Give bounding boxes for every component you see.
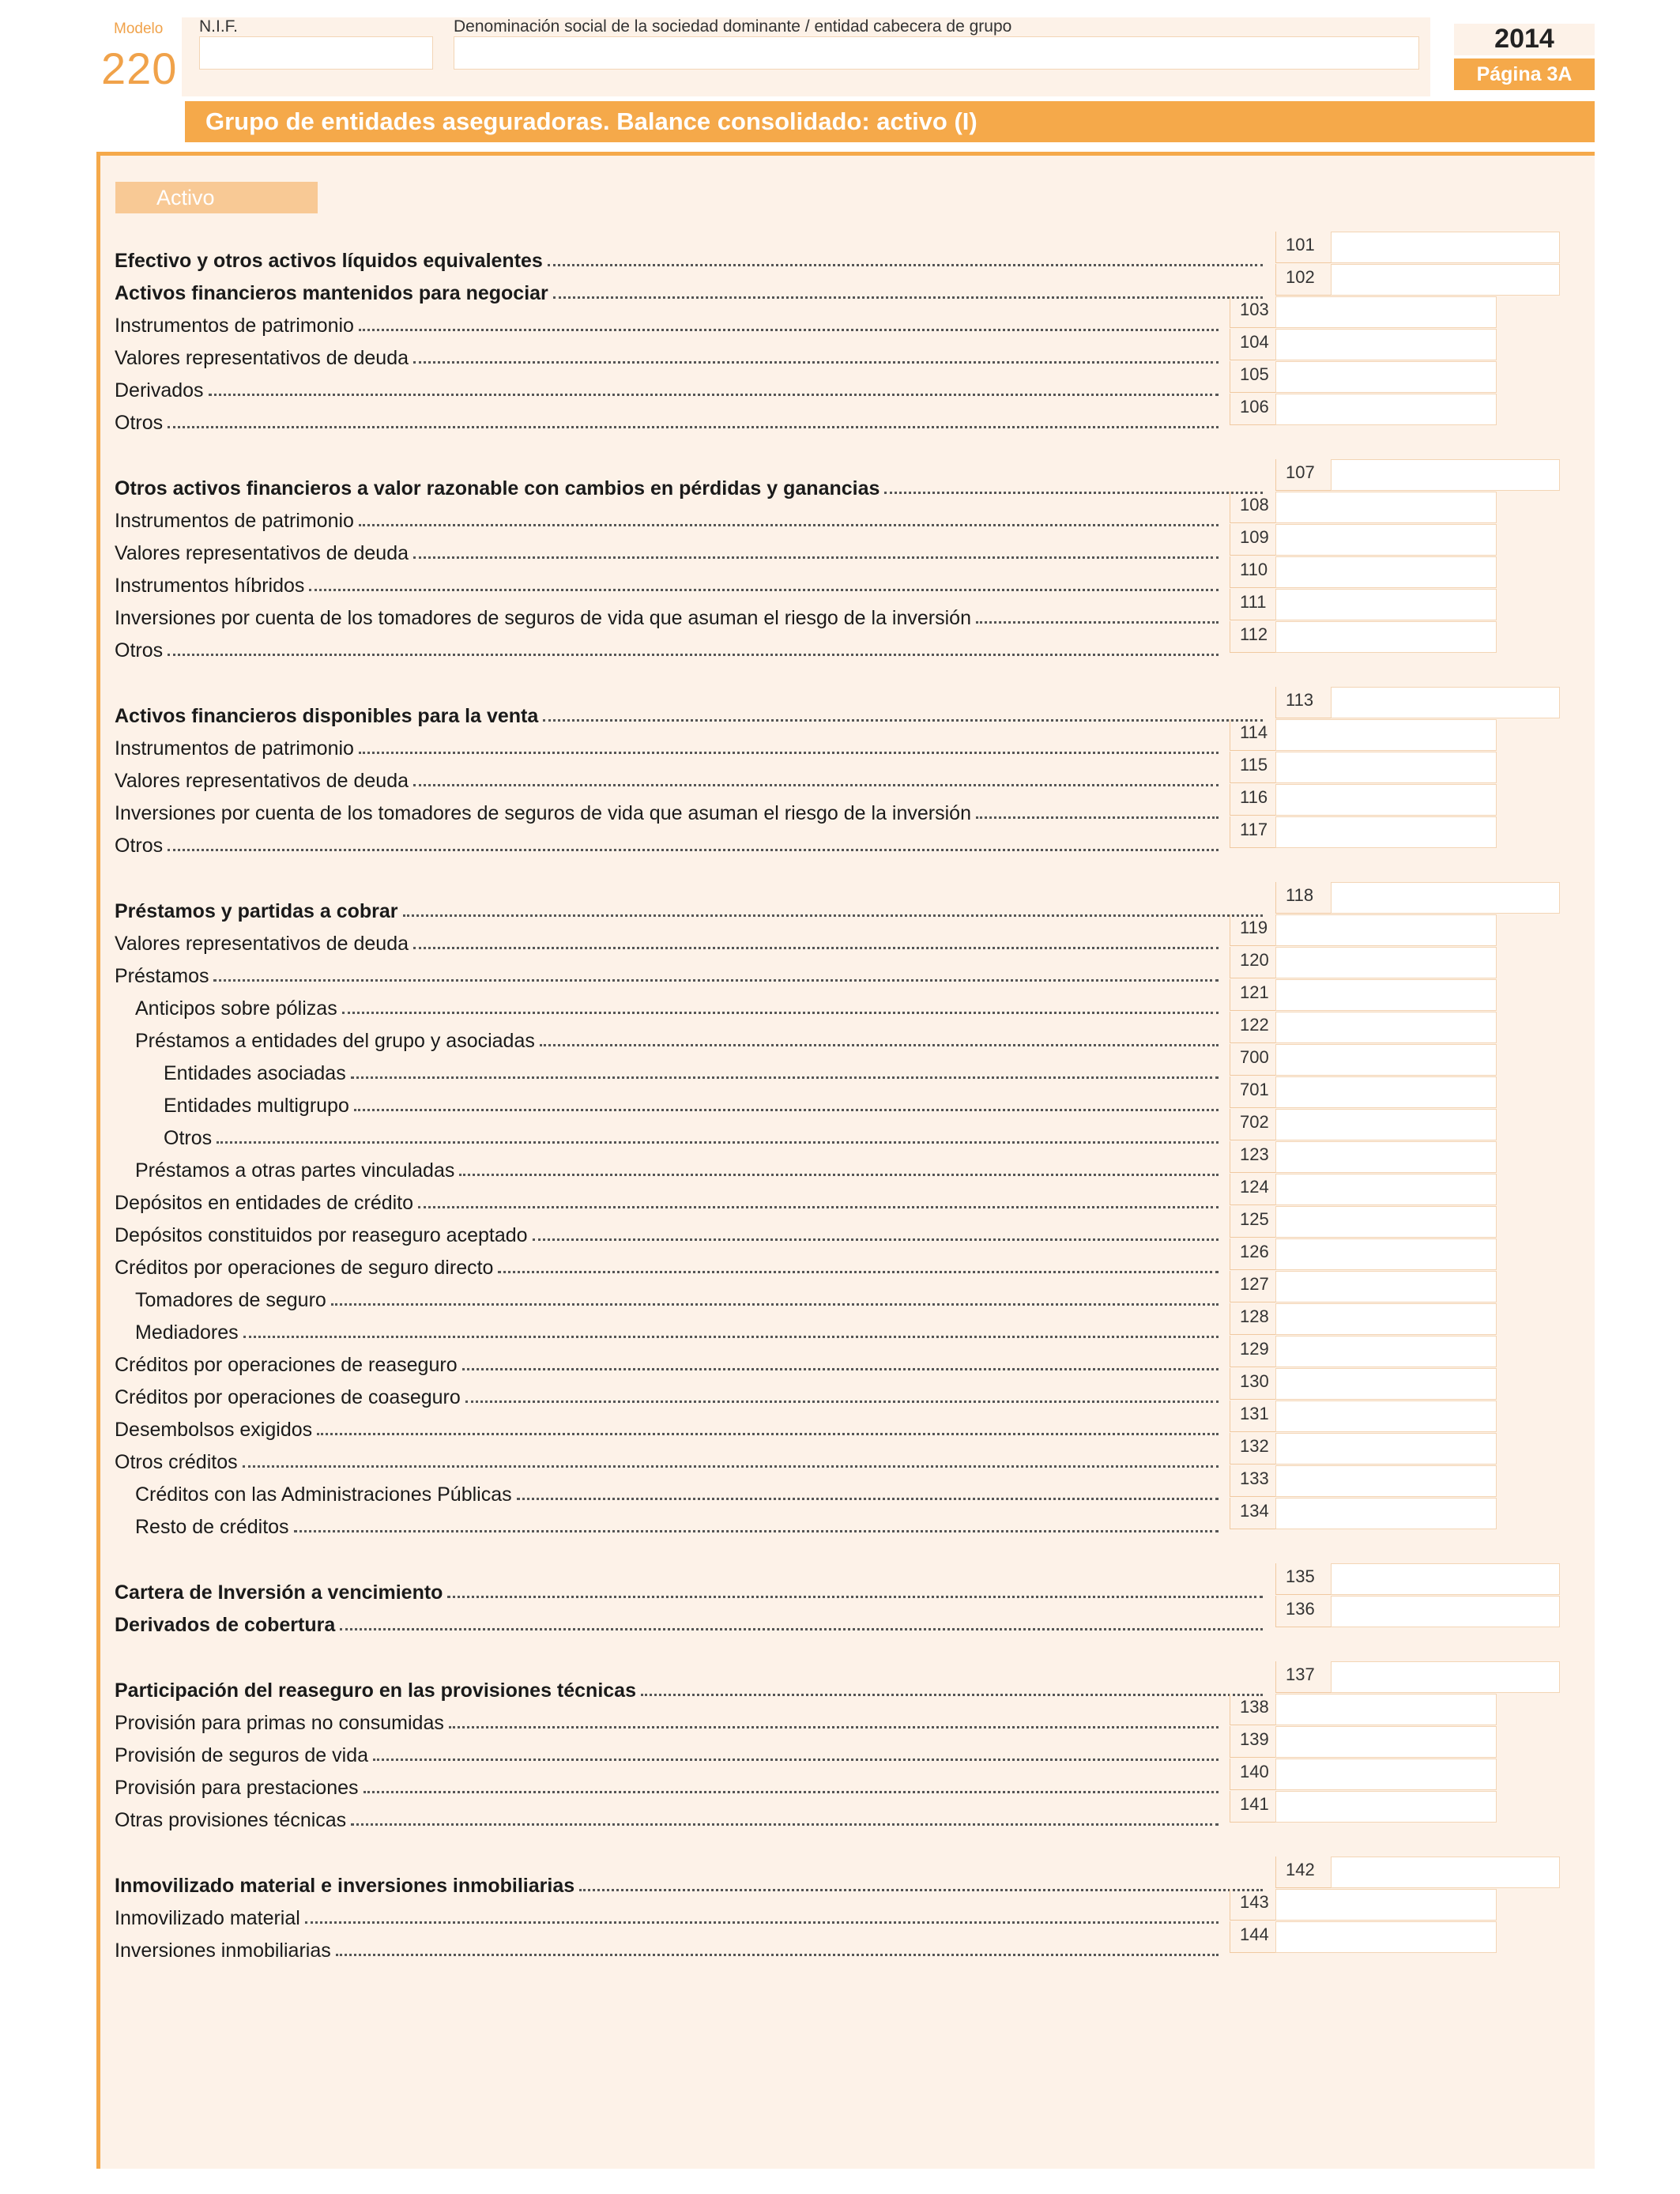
row-label: Tomadores de seguro — [135, 1289, 326, 1311]
row-label: Instrumentos de patrimonio — [115, 510, 354, 532]
leader-dots — [354, 1109, 1219, 1111]
amount-input[interactable] — [1275, 524, 1497, 556]
form-row — [115, 241, 1266, 273]
row-label: Depósitos constituidos por reaseguro aceptado — [115, 1224, 528, 1246]
amount-field — [1230, 1368, 1497, 1400]
field-code: 134 — [1230, 1498, 1275, 1529]
amount-field — [1230, 1400, 1497, 1432]
amount-input[interactable] — [1331, 1661, 1560, 1693]
amount-field — [1230, 1303, 1497, 1335]
form-row — [135, 1475, 1222, 1506]
row-label: Otros — [115, 835, 164, 857]
amount-field — [1230, 1433, 1497, 1465]
row-label: Resto de créditos — [135, 1516, 289, 1538]
field-code: 109 — [1230, 524, 1275, 556]
leader-dots — [641, 1694, 1263, 1696]
field-code: 140 — [1230, 1759, 1275, 1790]
modelo-number: 220 — [101, 43, 178, 93]
amount-field — [1230, 1076, 1497, 1108]
row-label: Otros activos financieros a valor razonable con cambios en pérdidas y ganancias — [115, 477, 880, 499]
form-row — [135, 1151, 1222, 1182]
leader-dots — [243, 1336, 1219, 1338]
page-title: Grupo de entidades aseguradoras. Balance consolidado: activo (I) — [185, 101, 1595, 142]
amount-input[interactable] — [1275, 1271, 1497, 1302]
amount-field — [1230, 621, 1497, 653]
form-row — [115, 1703, 1222, 1735]
form-row — [115, 598, 1222, 630]
amount-field — [1230, 816, 1497, 848]
amount-input[interactable] — [1275, 979, 1497, 1011]
amount-field — [1230, 1921, 1497, 1953]
amount-input[interactable] — [1275, 1174, 1497, 1205]
field-code: 120 — [1230, 947, 1275, 978]
form-row — [115, 1671, 1266, 1702]
leader-dots — [168, 849, 1219, 851]
leader-dots — [413, 784, 1219, 786]
form-row — [115, 1768, 1222, 1800]
row-label: Mediadores — [135, 1321, 239, 1344]
leader-dots — [418, 1206, 1219, 1208]
amount-field — [1275, 1596, 1560, 1627]
form-row — [115, 696, 1266, 728]
form-row — [135, 1280, 1222, 1312]
amount-input[interactable] — [1275, 752, 1497, 783]
row-label: Instrumentos híbridos — [115, 575, 305, 597]
form-row — [115, 1216, 1222, 1247]
amount-input[interactable] — [1275, 1368, 1497, 1400]
form-row — [115, 1800, 1222, 1832]
leader-dots — [351, 1823, 1219, 1826]
nif-label: N.I.F. — [199, 17, 239, 36]
row-label: Otros créditos — [115, 1451, 238, 1473]
leader-dots — [309, 589, 1219, 591]
amount-field — [1230, 719, 1497, 751]
form-row — [115, 1378, 1222, 1409]
form-row — [115, 566, 1222, 598]
amount-input[interactable] — [1275, 816, 1497, 848]
leader-dots — [336, 1954, 1219, 1956]
amount-input[interactable] — [1275, 556, 1497, 588]
amount-field — [1275, 687, 1560, 718]
amount-input[interactable] — [1275, 1044, 1497, 1076]
amount-input[interactable] — [1331, 1563, 1560, 1595]
field-code: 131 — [1230, 1400, 1275, 1432]
amount-input[interactable] — [1331, 687, 1560, 718]
amount-input[interactable] — [1275, 1141, 1497, 1173]
row-label: Préstamos — [115, 965, 209, 987]
amount-input[interactable] — [1275, 296, 1497, 328]
row-label: Participación del reaseguro en las provisiones técnicas — [115, 1679, 636, 1702]
row-label: Activos financieros disponibles para la venta — [115, 705, 539, 727]
row-label: Valores representativos de deuda — [115, 347, 409, 369]
field-code: 129 — [1230, 1336, 1275, 1367]
row-label: Entidades asociadas — [164, 1062, 346, 1084]
amount-input[interactable] — [1275, 1238, 1497, 1270]
field-code: 121 — [1230, 979, 1275, 1011]
row-label: Préstamos a entidades del grupo y asociadas — [135, 1030, 535, 1052]
form-row — [115, 469, 1266, 500]
form-row — [115, 533, 1222, 565]
leader-dots — [403, 914, 1264, 917]
field-code: 700 — [1230, 1044, 1275, 1076]
amount-field — [1230, 947, 1497, 978]
amount-field — [1230, 589, 1497, 620]
field-code: 136 — [1275, 1596, 1331, 1627]
amount-field — [1275, 1661, 1560, 1693]
form-row — [115, 1183, 1222, 1215]
row-label: Instrumentos de patrimonio — [115, 315, 354, 337]
leader-dots — [294, 1530, 1219, 1532]
leader-dots — [579, 1889, 1263, 1891]
field-code: 137 — [1275, 1661, 1331, 1693]
amount-field — [1230, 1498, 1497, 1529]
row-label: Créditos con las Administraciones Públicas — [135, 1483, 512, 1506]
field-code: 115 — [1230, 752, 1275, 783]
row-label: Inversiones por cuenta de los tomadores de seguros de vida que asuman el riesgo de la inversión — [115, 802, 971, 824]
leader-dots — [884, 492, 1263, 494]
field-code: 133 — [1230, 1465, 1275, 1497]
row-label: Provisión para primas no consumidas — [115, 1712, 444, 1734]
row-label: Otras provisiones técnicas — [115, 1809, 347, 1831]
amount-field — [1230, 1109, 1497, 1140]
page-label: Página 3A — [1454, 58, 1595, 90]
amount-input[interactable] — [1275, 1498, 1497, 1529]
field-code: 104 — [1230, 329, 1275, 360]
amount-input[interactable] — [1275, 1889, 1497, 1921]
leader-dots — [447, 1596, 1263, 1598]
field-code: 144 — [1230, 1921, 1275, 1953]
leader-dots — [533, 1238, 1219, 1241]
amount-input[interactable] — [1275, 361, 1497, 393]
amount-field — [1230, 1889, 1497, 1921]
leader-dots — [413, 947, 1219, 949]
field-code: 119 — [1230, 914, 1275, 946]
row-label: Inversiones por cuenta de los tomadores de seguros de vida que asuman el riesgo de la inversión — [115, 607, 971, 629]
form-row — [115, 1410, 1222, 1442]
leader-dots — [553, 296, 1263, 299]
amount-field — [1275, 232, 1560, 263]
amount-field — [1230, 296, 1497, 328]
row-label: Entidades multigrupo — [164, 1095, 349, 1117]
field-code: 122 — [1230, 1012, 1275, 1043]
field-code: 106 — [1230, 394, 1275, 425]
field-code: 102 — [1275, 264, 1331, 296]
row-label: Efectivo y otros activos líquidos equivalentes — [115, 250, 543, 272]
amount-field — [1275, 459, 1560, 491]
leader-dots — [543, 719, 1263, 722]
field-code: 701 — [1230, 1076, 1275, 1108]
form-row — [115, 1898, 1222, 1930]
row-label: Depósitos en entidades de crédito — [115, 1192, 414, 1214]
form-row — [115, 1573, 1266, 1604]
row-label: Otros — [115, 412, 164, 434]
row-label: Valores representativos de deuda — [115, 933, 409, 955]
field-code: 139 — [1230, 1726, 1275, 1758]
row-label: Anticipos sobre pólizas — [135, 997, 337, 1020]
leader-dots — [449, 1726, 1219, 1728]
row-label: Cartera de Inversión a vencimiento — [115, 1581, 443, 1604]
amount-input[interactable] — [1275, 1791, 1497, 1823]
field-code: 127 — [1230, 1271, 1275, 1302]
leader-dots — [217, 1141, 1219, 1144]
amount-field — [1230, 394, 1497, 425]
amount-input[interactable] — [1275, 1076, 1497, 1108]
amount-field — [1275, 882, 1560, 914]
year-label: 2014 — [1494, 24, 1554, 54]
leader-dots — [359, 524, 1219, 526]
form-row — [115, 1442, 1222, 1474]
row-label: Otros — [115, 639, 164, 662]
amount-input[interactable] — [1331, 232, 1560, 263]
field-code: 702 — [1230, 1109, 1275, 1140]
amount-input[interactable] — [1275, 1109, 1497, 1140]
form-row — [115, 761, 1222, 793]
denominacion-input[interactable] — [454, 36, 1419, 70]
row-label: Otros — [164, 1127, 213, 1149]
amount-input[interactable] — [1275, 784, 1497, 816]
leader-dots — [213, 979, 1219, 982]
form-row — [115, 273, 1266, 305]
amount-field — [1230, 524, 1497, 556]
field-code: 105 — [1230, 361, 1275, 393]
row-label: Instrumentos de patrimonio — [115, 737, 354, 760]
amount-field — [1230, 361, 1497, 393]
field-code: 117 — [1230, 816, 1275, 848]
form-row — [115, 956, 1222, 988]
row-label: Créditos por operaciones de coaseguro — [115, 1386, 461, 1408]
field-code: 130 — [1230, 1368, 1275, 1400]
amount-input[interactable] — [1275, 621, 1497, 653]
field-code: 103 — [1230, 296, 1275, 328]
amount-field — [1230, 1271, 1497, 1302]
amount-input[interactable] — [1275, 1012, 1497, 1043]
row-label: Derivados — [115, 379, 204, 401]
field-code: 118 — [1275, 882, 1331, 914]
field-code: 107 — [1275, 459, 1331, 491]
amount-input[interactable] — [1275, 1759, 1497, 1790]
leader-dots — [363, 1791, 1219, 1793]
amount-input[interactable] — [1275, 1921, 1497, 1953]
form-row — [115, 826, 1222, 858]
leader-dots — [373, 1759, 1219, 1761]
form-row — [135, 1507, 1222, 1539]
field-code: 126 — [1230, 1238, 1275, 1270]
amount-input[interactable] — [1275, 1400, 1497, 1432]
form-row — [164, 1118, 1222, 1150]
modelo-label: Modelo — [114, 21, 164, 37]
row-label: Desembolsos exigidos — [115, 1419, 313, 1441]
leader-dots — [168, 654, 1219, 656]
leader-dots — [413, 556, 1219, 559]
leader-dots — [359, 752, 1219, 754]
leader-dots — [462, 1368, 1219, 1370]
field-code: 114 — [1230, 719, 1275, 751]
form-row — [115, 1736, 1222, 1767]
leader-dots — [317, 1433, 1219, 1435]
field-code: 111 — [1230, 589, 1275, 620]
amount-field — [1230, 1726, 1497, 1758]
form-row — [115, 403, 1222, 435]
row-label: Inversiones inmobiliarias — [115, 1940, 331, 1962]
amount-input[interactable] — [1331, 459, 1560, 491]
field-code: 142 — [1275, 1857, 1331, 1888]
leader-dots — [540, 1044, 1219, 1046]
amount-field — [1275, 264, 1560, 296]
amount-field — [1230, 752, 1497, 783]
form-row — [115, 371, 1222, 402]
row-label: Valores representativos de deuda — [115, 542, 409, 564]
field-code: 138 — [1230, 1694, 1275, 1725]
amount-input[interactable] — [1331, 1596, 1560, 1627]
leader-dots — [465, 1400, 1219, 1403]
amount-field — [1230, 1791, 1497, 1823]
amount-input[interactable] — [1275, 492, 1497, 523]
row-label: Préstamos a otras partes vinculadas — [135, 1159, 455, 1182]
leader-dots — [359, 329, 1219, 331]
amount-field — [1230, 492, 1497, 523]
field-code: 112 — [1230, 621, 1275, 653]
field-code: 116 — [1230, 784, 1275, 816]
field-code: 143 — [1230, 1889, 1275, 1921]
leader-dots — [243, 1465, 1219, 1468]
leader-dots — [413, 361, 1219, 364]
amount-field — [1230, 1465, 1497, 1497]
leader-dots — [548, 264, 1263, 266]
amount-field — [1230, 1336, 1497, 1367]
leader-dots — [305, 1921, 1219, 1924]
amount-input[interactable] — [1275, 1694, 1497, 1725]
form-row — [115, 892, 1266, 923]
field-code: 110 — [1230, 556, 1275, 588]
amount-input[interactable] — [1275, 394, 1497, 425]
row-label: Provisión de seguros de vida — [115, 1744, 369, 1766]
row-label: Derivados de cobertura — [115, 1614, 336, 1636]
field-code: 128 — [1230, 1303, 1275, 1335]
field-code: 141 — [1230, 1791, 1275, 1823]
leader-dots — [342, 1012, 1219, 1014]
form-row — [164, 1086, 1222, 1118]
amount-field — [1230, 329, 1497, 360]
field-code: 135 — [1275, 1563, 1331, 1595]
amount-field — [1230, 914, 1497, 946]
field-code: 123 — [1230, 1141, 1275, 1173]
amount-input[interactable] — [1275, 1303, 1497, 1335]
leader-dots — [976, 621, 1219, 624]
form-row — [115, 729, 1222, 760]
form-row — [115, 501, 1222, 533]
form-row — [115, 1605, 1266, 1637]
row-label: Provisión para prestaciones — [115, 1777, 359, 1799]
leader-dots — [209, 394, 1219, 396]
form-row — [135, 1313, 1222, 1344]
field-code: 124 — [1230, 1174, 1275, 1205]
amount-input[interactable] — [1331, 1857, 1560, 1888]
amount-field — [1230, 1206, 1497, 1238]
form-row — [115, 1345, 1222, 1377]
leader-dots — [340, 1628, 1263, 1630]
field-code: 113 — [1275, 687, 1331, 718]
amount-input[interactable] — [1275, 329, 1497, 360]
amount-input[interactable] — [1275, 1465, 1497, 1497]
field-code: 108 — [1230, 492, 1275, 523]
amount-input[interactable] — [1275, 1206, 1497, 1238]
amount-input[interactable] — [1331, 264, 1560, 296]
amount-input[interactable] — [1275, 1433, 1497, 1465]
amount-input[interactable] — [1275, 1336, 1497, 1367]
leader-dots — [351, 1076, 1219, 1079]
row-label: Créditos por operaciones de seguro directo — [115, 1257, 494, 1279]
field-code: 125 — [1230, 1206, 1275, 1238]
form-row — [164, 1054, 1222, 1085]
amount-field — [1230, 1759, 1497, 1790]
amount-input[interactable] — [1331, 882, 1560, 914]
form-row — [115, 631, 1222, 662]
leader-dots — [976, 816, 1219, 819]
amount-field — [1275, 1563, 1560, 1595]
amount-field — [1230, 784, 1497, 816]
form-row — [115, 306, 1222, 337]
leader-dots — [331, 1303, 1219, 1306]
amount-field — [1230, 1174, 1497, 1205]
amount-input[interactable] — [1275, 589, 1497, 620]
form-row — [115, 338, 1222, 370]
form-row — [115, 924, 1222, 956]
form-row — [115, 1931, 1222, 1962]
amount-input[interactable] — [1275, 719, 1497, 751]
amount-input[interactable] — [1275, 914, 1497, 946]
amount-field — [1230, 1238, 1497, 1270]
row-label: Valores representativos de deuda — [115, 770, 409, 792]
section-tab-activo: Activo — [115, 182, 318, 213]
denominacion-label: Denominación social de la sociedad dominante / entidad cabecera de grupo — [454, 17, 1012, 36]
form-row — [115, 794, 1222, 825]
nif-input[interactable] — [199, 36, 433, 70]
row-label: Préstamos y partidas a cobrar — [115, 900, 398, 922]
field-code: 132 — [1230, 1433, 1275, 1465]
form-row — [115, 1248, 1222, 1280]
amount-input[interactable] — [1275, 947, 1497, 978]
form-row — [135, 1021, 1222, 1053]
leader-dots — [498, 1271, 1219, 1273]
leader-dots — [459, 1174, 1219, 1176]
row-label: Créditos por operaciones de reaseguro — [115, 1354, 458, 1376]
amount-field — [1230, 1012, 1497, 1043]
amount-field — [1275, 1857, 1560, 1888]
amount-input[interactable] — [1275, 1726, 1497, 1758]
form-row — [115, 1866, 1266, 1898]
row-label: Inmovilizado material e inversiones inmobiliarias — [115, 1875, 575, 1897]
amount-field — [1230, 979, 1497, 1011]
form-row — [135, 989, 1222, 1020]
leader-dots — [517, 1498, 1219, 1500]
field-code: 101 — [1275, 232, 1331, 263]
leader-dots — [168, 426, 1219, 428]
amount-field — [1230, 556, 1497, 588]
row-label: Inmovilizado material — [115, 1907, 300, 1929]
amount-field — [1230, 1141, 1497, 1173]
row-label: Activos financieros mantenidos para negociar — [115, 282, 548, 304]
amount-field — [1230, 1044, 1497, 1076]
amount-field — [1230, 1694, 1497, 1725]
